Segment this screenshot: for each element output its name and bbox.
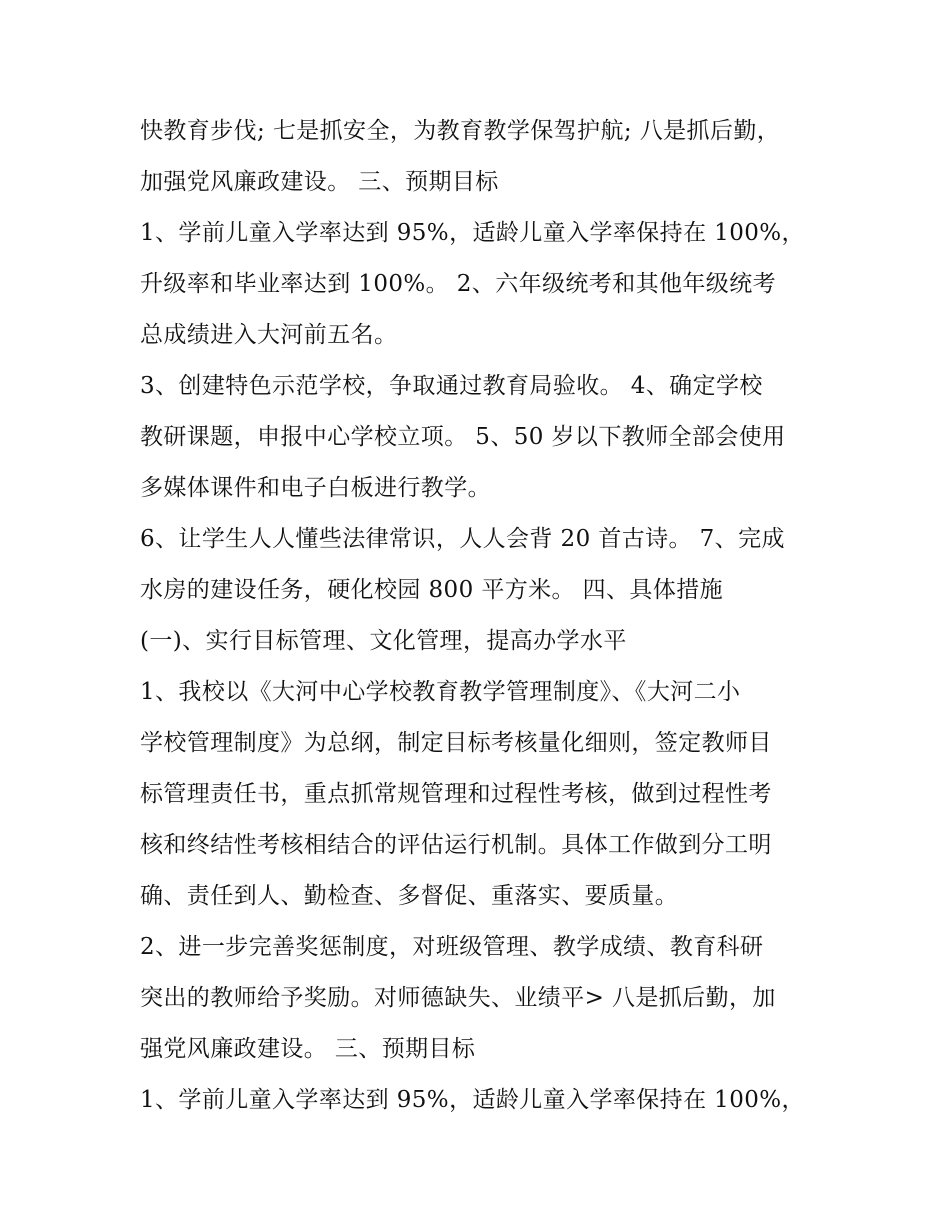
text-line: 学校管理制度》为总纲，制定目标考核量化细则，签定教师目: [140, 730, 772, 756]
text-line: 教研课题，申报中心学校立项。 5、50 岁以下教师全部会使用: [140, 424, 786, 450]
text-line: 3、创建特色示范学校，争取通过教育局验收。 4、确定学校: [140, 373, 763, 399]
text-line: 水房的建设任务，硬化校园 800 平方米。 四、具体措施: [140, 577, 724, 603]
text-line: 确、责任到人、勤检查、多督促、重落实、要质量。: [140, 883, 679, 909]
text-line: 强党风廉政建设。 三、预期目标: [140, 1036, 476, 1062]
text-line: 1、我校以《大河中心学校教育教学管理制度》、《大河二小: [140, 679, 741, 705]
text-line: 快教育步伐; 七是抓安全，为教育教学保驾护航; 八是抓后勤，: [140, 118, 781, 144]
text-line: 多媒体课件和电子白板进行教学。: [140, 475, 491, 501]
document-body: [140, 106, 830, 1126]
text-line: 6、让学生人人懂些法律常识，人人会背 20 首古诗。 7、完成: [140, 526, 785, 552]
text-line: 1、学前儿童入学率达到 95%，适龄儿童入学率保持在 100%，: [140, 220, 805, 246]
text-line: 升级率和毕业率达到 100%。 2、六年级统考和其他年级统考: [140, 271, 777, 297]
text-line: 加强党风廉政建设。 三、预期目标: [140, 169, 499, 195]
text-line: 突出的教师给予奖励。对师德缺失、业绩平> 八是抓后勤，加: [140, 985, 776, 1011]
section-heading: (一)、实行目标管理、文化管理，提高办学水平: [140, 628, 627, 654]
text-line: 1、学前儿童入学率达到 95%，适龄儿童入学率保持在 100%，: [140, 1087, 805, 1113]
text-line: 核和终结性考核相结合的评估运行机制。具体工作做到分工明: [140, 832, 772, 858]
text-line: 总成绩进入大河前五名。: [140, 322, 398, 348]
text-line: 2、进一步完善奖惩制度，对班级管理、教学成绩、教育科研: [140, 934, 764, 960]
text-line: 标管理责任书，重点抓常规管理和过程性考核，做到过程性考: [140, 781, 772, 807]
